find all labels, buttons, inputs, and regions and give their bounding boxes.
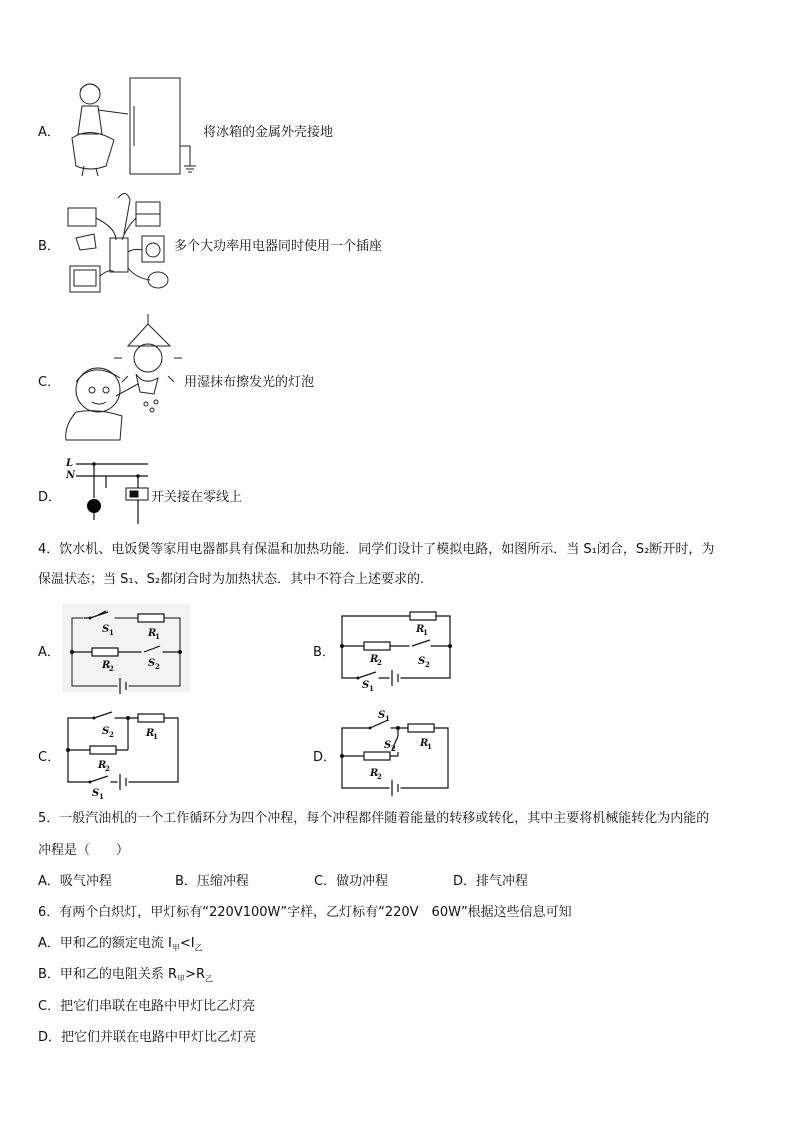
q5-option-d: D．排气冲程 [453,874,529,889]
svg-text:R: R [98,760,107,771]
svg-text:2: 2 [391,744,396,753]
option-b-text: 多个大功率用电器同时使用一个插座 [174,239,383,254]
q5-option-b: B．压缩冲程 [175,874,249,889]
svg-text:1: 1 [423,628,428,637]
q6-option-d: D．把它们并联在电路中甲灯比乙灯亮 [38,1030,257,1045]
svg-text:S: S [418,656,426,667]
circuit-a-label: A． [38,645,60,660]
q4-stem-line2: 保温状态；当 S₁、S₂都闭合时为加热状态．其中不符合上述要求的. [38,572,425,587]
svg-text:R: R [420,738,429,749]
option-d-text: 开关接在零线上 [151,490,243,505]
svg-text:R: R [146,728,155,739]
q6-option-a: A．甲和乙的额定电流 $I_甲<I_乙$ [38,936,203,953]
circuit-a [62,604,190,692]
svg-text:R: R [102,660,111,671]
svg-text:2: 2 [109,664,114,673]
option-a-text: 将冰箱的金属外壳接地 [203,125,334,140]
circuit-d-label: D． [313,750,337,765]
switch-on-neutral-diagram [64,456,150,532]
svg-text:1: 1 [385,714,390,723]
svg-text:1: 1 [427,742,432,751]
circuit-c [66,712,182,802]
q6-stem: 6．有两个白炽灯，甲灯标有“220V100W”字样，乙灯标有“220V 60W”根据这些信息可知 [38,905,572,920]
live-wire-label: L [66,458,74,469]
q5-option-c: C．做功冲程 [314,874,389,889]
circuit-d [340,706,452,792]
option-b-label: B． [38,239,60,254]
svg-text:S: S [148,658,156,669]
svg-text:1: 1 [99,792,104,801]
svg-text:2: 2 [377,772,382,781]
wet-cloth-bulb-illustration [62,312,186,442]
svg-text:R: R [148,628,157,639]
q6-option-c: C．把它们串联在电路中甲灯比乙灯亮 [38,999,256,1014]
svg-text:1: 1 [155,632,160,641]
option-c-label: C． [38,375,61,390]
svg-text:1: 1 [153,732,158,741]
svg-text:2: 2 [109,730,114,739]
q5-stem-line1: 5．一般汽油机的一个工作循环分为四个冲程，每个冲程都伴随着能量的转移或转化，其中主要将机械能转化为内能的 [38,811,710,826]
svg-text:R: R [370,654,379,665]
svg-text:R: R [416,624,425,635]
svg-text:2: 2 [425,660,430,669]
svg-text:2: 2 [155,662,160,671]
circuit-c-label: C． [38,750,61,765]
svg-text:R: R [370,768,379,779]
q5-stem-line2: 冲程是（ ） [38,843,130,858]
svg-text:S: S [102,726,110,737]
neutral-wire-label: N [66,470,76,481]
svg-text:S: S [92,788,100,799]
svg-text:S: S [102,624,110,635]
svg-text:2: 2 [377,658,382,667]
overloaded-socket-illustration [66,188,174,300]
q4-stem-line1: 4．饮水机、电饭煲等家用电器都具有保温和加热功能．同学们设计了模拟电路，如图所示．当 S₁闭合，S₂断开时，为 [38,542,715,557]
q5-option-a: A．吸气冲程 [38,874,112,889]
fridge-grounding-illustration [62,76,204,180]
svg-text:1: 1 [109,628,114,637]
option-a-label: A． [38,125,60,140]
option-c-text: 用湿抹布擦发光的灯泡 [184,375,315,390]
option-d-label: D． [38,490,62,505]
circuit-b [340,610,454,692]
svg-text:S: S [384,740,392,751]
svg-text:S: S [378,710,386,721]
q6-option-b: B．甲和乙的电阻关系 $R_甲>R_乙$ [38,967,214,984]
circuit-b-label: B． [313,645,335,660]
svg-text:1: 1 [369,684,374,693]
svg-text:S: S [362,680,370,691]
svg-text:2: 2 [105,764,110,773]
